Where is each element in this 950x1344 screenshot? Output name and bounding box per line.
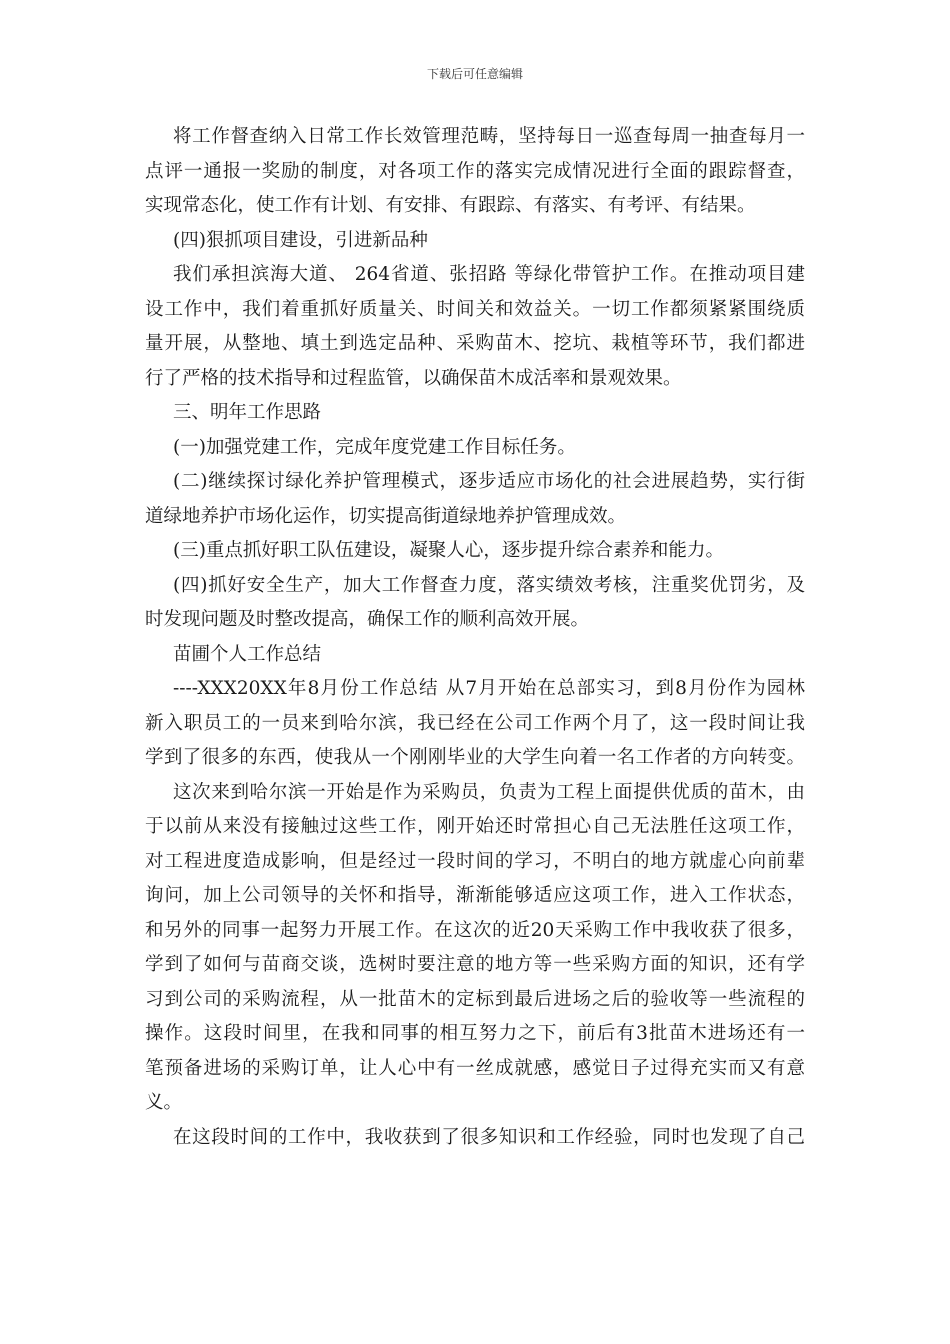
text-line: 笔预备进场的采购订单，让人心中有一丝成就感，感觉日子过得充实而又有意 xyxy=(145,1057,805,1079)
text-line: 操作。这段时间里，在我和同事的相互努力之下，前后有3批苗木进场还有一 xyxy=(145,1023,805,1044)
text-line: 习到公司的采购流程，从一批苗木的定标到最后进场之后的验收等一些流程的 xyxy=(145,988,805,1010)
page-header: 下载后可任意编辑 xyxy=(426,67,523,81)
text-line: 行了严格的技术指导和过程监管，以确保苗木成活率和景观效果。 xyxy=(145,367,682,389)
text-line: 学到了很多的东西，使我从一个刚刚毕业的大学生向着一名工作者的方向转变。 xyxy=(145,747,805,768)
text-line: 我们承担滨海大道、 264省道、张招路 等绿化带管护工作。在推动项目建 xyxy=(173,264,805,285)
text-line: 实现常态化，使工作有计划、有安排、有跟踪、有落实、有考评、有结果。 xyxy=(145,195,756,216)
section-heading: 苗圃个人工作总结 xyxy=(173,643,322,665)
text-line: 和另外的同事一起努力开展工作。在这次的近20天采购工作中我收获了很多， xyxy=(145,919,805,941)
text-line: ----XXX20XX年8月份工作总结 从7月开始在总部实习，到8月份作为园林 xyxy=(173,678,805,699)
text-line: 时发现问题及时整改提高，确保工作的顺利高效开展。 xyxy=(145,609,590,630)
text-line: 道绿地养护市场化运作，切实提高街道绿地养护管理成效。 xyxy=(145,505,627,527)
text-line: (三)重点抓好职工队伍建设，凝聚人心，逐步提升综合素养和能力。 xyxy=(173,540,724,561)
document-body xyxy=(145,120,805,1155)
section-heading: (四)狠抓项目建设，引进新品种 xyxy=(173,229,428,251)
text-line: (四)抓好安全生产，加大工作督查力度，落实绩效考核，注重奖优罚劣，及 xyxy=(173,574,805,596)
text-line: 于以前从来没有接触过这些工作，刚开始还时常担心自己无法胜任这项工作， xyxy=(145,816,805,837)
text-line: 这次来到哈尔滨一开始是作为采购员，负责为工程上面提供优质的苗木，由 xyxy=(173,781,805,803)
text-line: 将工作督查纳入日常工作长效管理范畴，坚持每日一巡查每周一抽查每月一 xyxy=(173,126,805,147)
text-line: (二)继续探讨绿化养护管理模式，逐步适应市场化的社会进展趋势，实行街 xyxy=(173,471,805,492)
text-line: 询问，加上公司领导的关怀和指导，渐渐能够适应这项工作，进入工作状态， xyxy=(145,885,805,906)
text-line: 新入职员工的一员来到哈尔滨，我已经在公司工作两个月了，这一段时间让我 xyxy=(145,712,805,734)
text-line: 设工作中，我们着重抓好质量关、时间关和效益关。一切工作都须紧紧围绕质 xyxy=(145,298,805,320)
section-heading: 三、明年工作思路 xyxy=(173,402,322,423)
text-line: 对工程进度造成影响，但是经过一段时间的学习，不明白的地方就虚心向前辈 xyxy=(145,850,805,872)
text-line: 在这段时间的工作中，我收获到了很多知识和工作经验，同时也发现了自己 xyxy=(173,1126,805,1148)
text-line: 学到了如何与苗商交谈，选树时要注意的地方等一些采购方面的知识，还有学 xyxy=(145,954,805,975)
text-line: 量开展，从整地、填土到选定品种、采购苗木、挖坑、栽植等环节，我们都进 xyxy=(145,333,805,354)
text-line: (一)加强党建工作，完成年度党建工作目标任务。 xyxy=(173,436,576,458)
text-line: 点评一通报一奖励的制度，对各项工作的落实完成情况进行全面的跟踪督查， xyxy=(145,160,805,182)
text-line: 义。 xyxy=(145,1092,183,1113)
